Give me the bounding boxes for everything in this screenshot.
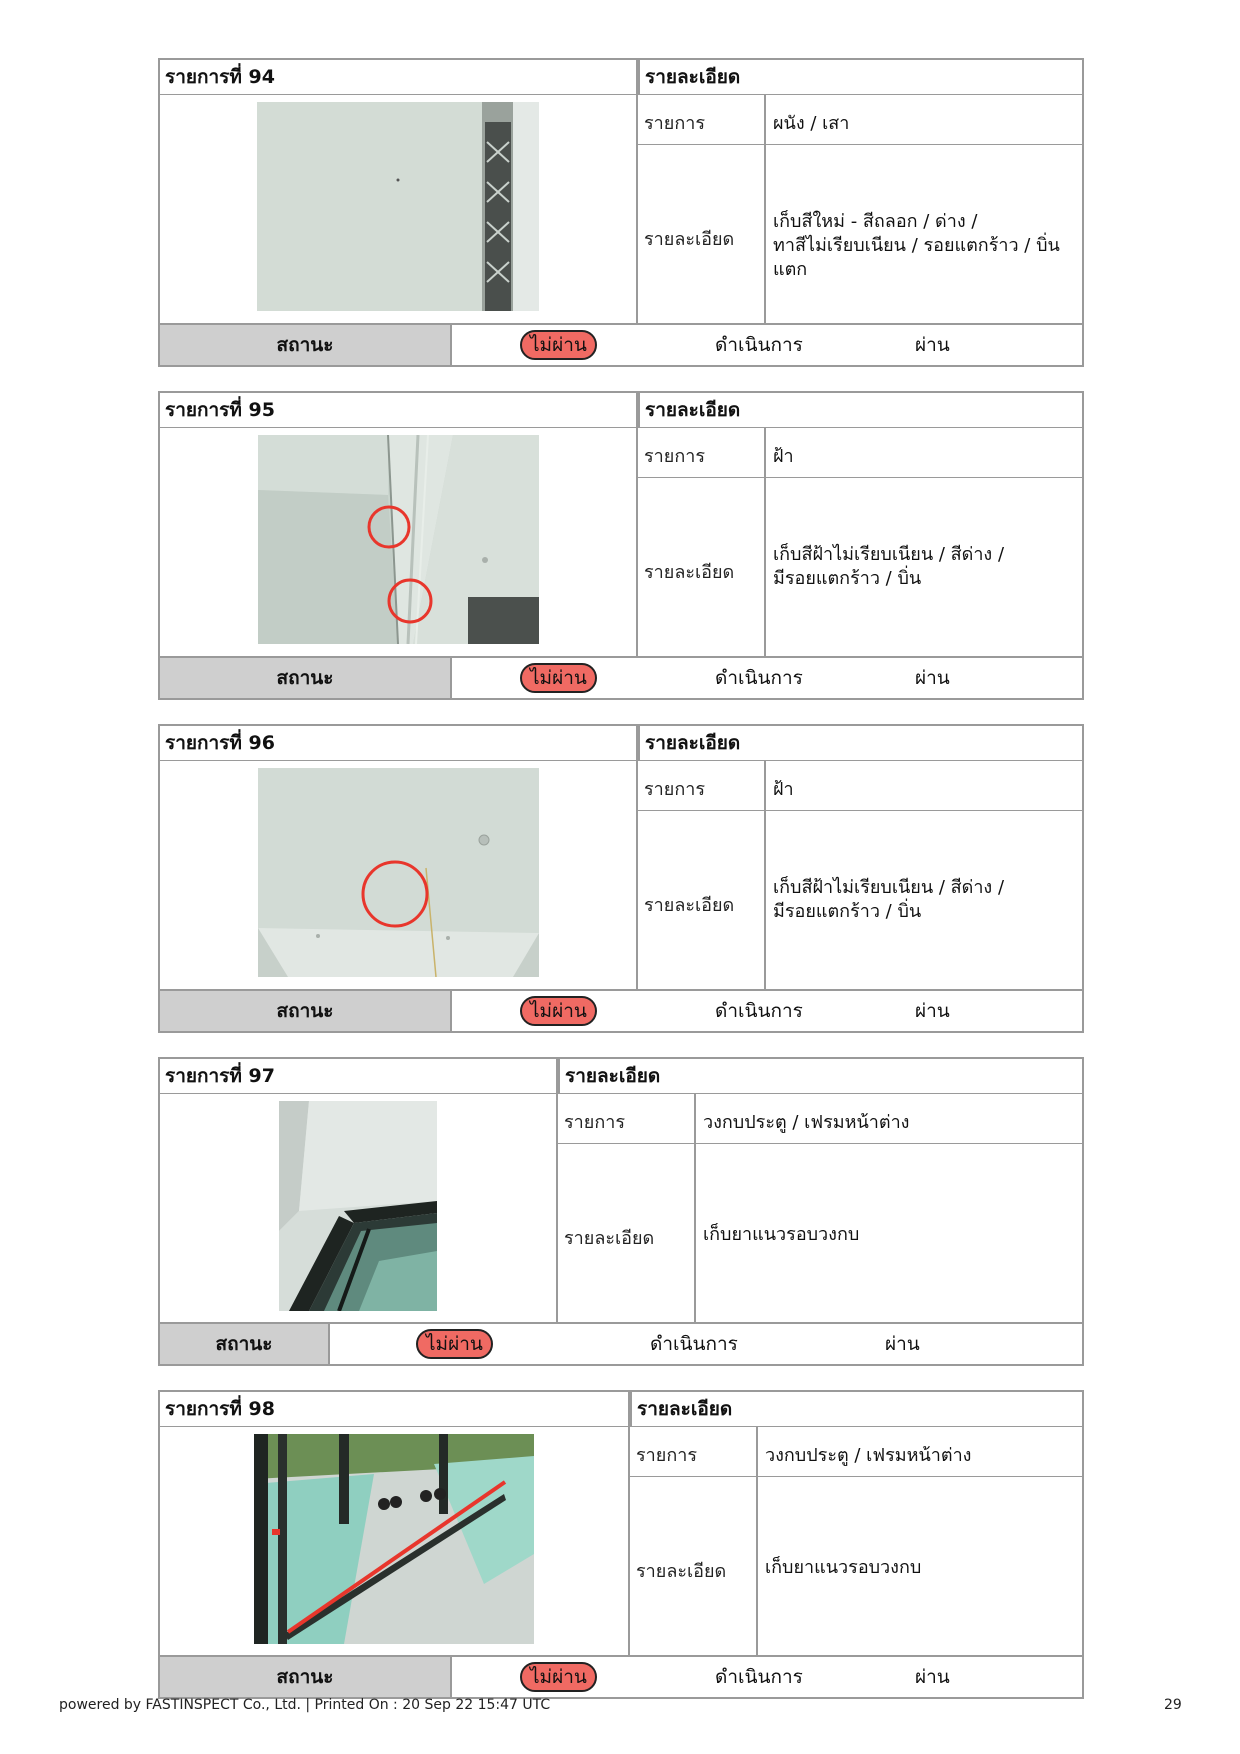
item-label: รายการ xyxy=(644,446,705,467)
footer-text: powered by FASTINSPECT Co., Ltd. | Printed On : 20 Sep 22 15:47 UTC xyxy=(59,1697,551,1713)
item-title: รายการที่ 94 xyxy=(160,60,638,95)
detail-label: รายละเอียด xyxy=(644,562,735,583)
detail-header: รายละเอียด xyxy=(558,1059,1082,1094)
status-fail-option[interactable]: ไม่ผ่าน xyxy=(520,991,597,1031)
defect-photo xyxy=(258,768,539,977)
item-value: ฝ้า xyxy=(773,446,794,467)
item-label: รายการ xyxy=(644,113,705,134)
item-value: ฝ้า xyxy=(773,779,794,800)
detail-value: เก็บยาแนวรอบวงกบ xyxy=(765,1557,922,1578)
detail-value: เก็บสีใหม่ - สีถลอก / ด่าง / ทาสีไม่เรียบเนียน / รอยแตกร้าว / บิ่นแตก xyxy=(773,211,1060,280)
detail-label: รายละเอียด xyxy=(644,895,735,916)
detail-header: รายละเอียด xyxy=(638,726,1082,761)
status-label: สถานะ xyxy=(160,325,452,365)
item-title: รายการที่ 97 xyxy=(160,1059,558,1094)
detail-label: รายละเอียด xyxy=(636,1561,727,1582)
item-label: รายการ xyxy=(564,1112,625,1133)
status-fail-option[interactable]: ไม่ผ่าน xyxy=(520,1657,597,1697)
status-pass-option[interactable]: ผ่าน xyxy=(915,334,950,356)
status-in-progress-option[interactable]: ดำเนินการ xyxy=(650,1333,738,1355)
inspection-item-95 xyxy=(158,391,1084,700)
status-pass-option[interactable]: ผ่าน xyxy=(915,667,950,689)
detail-header: รายละเอียด xyxy=(638,393,1082,428)
detail-label: รายละเอียด xyxy=(564,1228,655,1249)
status-fail-option[interactable]: ไม่ผ่าน xyxy=(520,658,597,698)
inspection-item-94 xyxy=(158,58,1084,367)
status-label: สถานะ xyxy=(160,1324,330,1364)
page-number: 29 xyxy=(1164,1697,1182,1713)
inspection-item-98 xyxy=(158,1390,1084,1699)
item-value: วงกบประตู / เฟรมหน้าต่าง xyxy=(765,1445,972,1466)
status-in-progress-option[interactable]: ดำเนินการ xyxy=(715,1000,803,1022)
status-row xyxy=(160,656,1082,698)
detail-label: รายละเอียด xyxy=(644,229,735,250)
status-pass-option[interactable]: ผ่าน xyxy=(885,1333,920,1355)
status-label: สถานะ xyxy=(160,658,452,698)
detail-value: เก็บสีฝ้าไม่เรียบเนียน / สีด่าง / มีรอยแตกร้าว / บิ่น xyxy=(773,544,1005,589)
detail-value: เก็บสีฝ้าไม่เรียบเนียน / สีด่าง / มีรอยแตกร้าว / บิ่น xyxy=(773,877,1005,922)
item-label: รายการ xyxy=(636,1445,697,1466)
status-pass-option[interactable]: ผ่าน xyxy=(915,1000,950,1022)
item-label: รายการ xyxy=(644,779,705,800)
item-title: รายการที่ 98 xyxy=(160,1392,630,1427)
detail-header: รายละเอียด xyxy=(630,1392,1082,1427)
status-fail-option[interactable]: ไม่ผ่าน xyxy=(520,325,597,365)
defect-photo xyxy=(257,102,539,311)
detail-header: รายละเอียด xyxy=(638,60,1082,95)
status-fail-option[interactable]: ไม่ผ่าน xyxy=(416,1324,493,1364)
inspection-item-97 xyxy=(158,1057,1084,1366)
status-label: สถานะ xyxy=(160,1657,452,1697)
status-row xyxy=(160,1655,1082,1697)
inspection-item-96 xyxy=(158,724,1084,1033)
status-in-progress-option[interactable]: ดำเนินการ xyxy=(715,1666,803,1688)
defect-photo xyxy=(279,1101,437,1311)
status-in-progress-option[interactable]: ดำเนินการ xyxy=(715,667,803,689)
status-pass-option[interactable]: ผ่าน xyxy=(915,1666,950,1688)
detail-value: เก็บยาแนวรอบวงกบ xyxy=(703,1224,860,1245)
status-row xyxy=(160,1322,1082,1364)
defect-photo xyxy=(258,435,539,644)
defect-photo xyxy=(254,1434,534,1644)
status-in-progress-option[interactable]: ดำเนินการ xyxy=(715,334,803,356)
status-row xyxy=(160,323,1082,365)
status-row xyxy=(160,989,1082,1031)
item-title: รายการที่ 95 xyxy=(160,393,638,428)
status-label: สถานะ xyxy=(160,991,452,1031)
item-title: รายการที่ 96 xyxy=(160,726,638,761)
item-value: วงกบประตู / เฟรมหน้าต่าง xyxy=(703,1112,910,1133)
item-value: ผนัง / เสา xyxy=(773,113,850,134)
